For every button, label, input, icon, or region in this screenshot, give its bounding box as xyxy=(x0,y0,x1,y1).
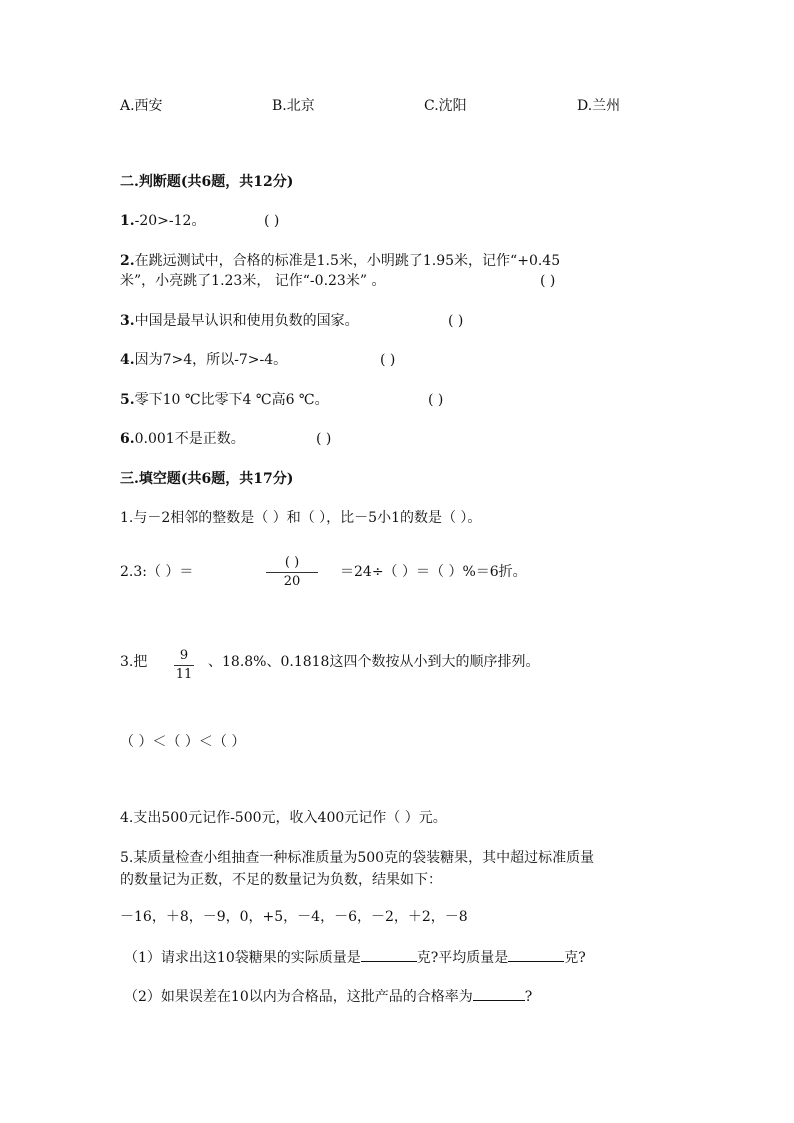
item-number: 2. xyxy=(120,253,135,269)
item-text: 中国是最早认识和使用负数的国家。 xyxy=(134,313,359,329)
option-d: D.兰州 xyxy=(577,98,621,114)
judge-item-2-line1 xyxy=(120,251,560,271)
item-number: 3. xyxy=(120,313,135,329)
item-number: 5. xyxy=(120,392,135,408)
fraction-denominator: 11 xyxy=(175,667,193,682)
item-number: 6. xyxy=(120,431,135,447)
fill-item-3-suffix: 、18.8%、0.1818这四个数按从小到大的顺序排列。 xyxy=(208,654,540,670)
order-blanks: （ ）＜（ ）＜（ ） xyxy=(120,734,246,750)
fraction-numerator: 9 xyxy=(179,648,189,663)
answer-blank xyxy=(508,947,564,962)
answer-paren-2: ( ) xyxy=(540,273,556,289)
answer-blank xyxy=(473,986,525,1001)
fraction-denominator: 20 xyxy=(283,574,301,589)
judge-item-2-line2: 米”，小亮跳了1.23米， 记作“-0.23米” 。 xyxy=(120,273,386,289)
option-a: A.西安 xyxy=(120,98,163,114)
fill-item-3-prefix: 3.把 xyxy=(120,654,148,670)
fraction-blank-over-20 xyxy=(266,555,318,590)
fill-item-1: 1.与－2相邻的整数是（ ）和（ ），比－5小1的数是（ ）。 xyxy=(120,510,482,526)
section2-heading: 二.判断题(共6题，共12分) xyxy=(120,174,294,190)
judge-item-1 xyxy=(120,211,205,231)
section3-heading: 三.填空题(共6题，共17分) xyxy=(120,471,294,487)
fraction-bar xyxy=(174,665,194,666)
judge-item-5 xyxy=(120,390,329,410)
fill-item-5-line2: 的数量记为正数，不足的数量记为负数，结果如下： xyxy=(120,872,442,888)
answer-paren-1: ( ) xyxy=(264,213,280,229)
option-c: C.沈阳 xyxy=(424,98,467,114)
item-text: 因为7>4，所以-7>-4。 xyxy=(134,352,288,368)
item-text: 0.001不是正数。 xyxy=(134,431,245,447)
answer-paren-6: ( ) xyxy=(316,431,332,447)
item-text: -20>-12。 xyxy=(134,213,206,229)
answer-blank xyxy=(361,947,417,962)
item-text: 在跳远测试中，合格的标准是1.5米，小明跳了1.95米，记作“+0.45 xyxy=(134,253,561,269)
fill-item-2-prefix: 2.3:（ ）＝ xyxy=(120,564,194,580)
fill-item-5-line1: 5.某质量检查小组抽查一种标准质量为500克的袋装糖果，其中超过标准质量 xyxy=(120,850,595,866)
judge-item-3 xyxy=(120,311,359,331)
deviation-values: －16，＋8，－9，0，+5，－4，－6，－2，＋2，－8 xyxy=(120,909,468,925)
fraction-9-over-11 xyxy=(174,648,194,683)
fill-item-2-suffix: ＝24÷（ ）＝（ ）%＝6折。 xyxy=(340,564,527,580)
answer-paren-4: ( ) xyxy=(380,352,396,368)
judge-item-4 xyxy=(120,350,287,370)
item-number: 4. xyxy=(120,352,135,368)
answer-paren-3: ( ) xyxy=(448,313,464,329)
fill-item-4: 4.支出500元记作-500元，收入400元记作（ ）元。 xyxy=(120,810,447,826)
sub-question-1: （1）请求出这10袋糖果的实际质量是 克?平均质量是 克? xyxy=(124,947,586,968)
item-text: 零下10 ℃比零下4 ℃高6 ℃。 xyxy=(134,392,329,408)
sub-question-2: （2）如果误差在10以内为合格品，这批产品的合格率为 ? xyxy=(124,986,532,1007)
fraction-numerator: ( ) xyxy=(284,555,300,570)
answer-paren-5: ( ) xyxy=(428,392,444,408)
judge-item-6 xyxy=(120,429,245,449)
option-b: B.北京 xyxy=(272,98,315,114)
item-number: 1. xyxy=(120,213,135,229)
fraction-bar xyxy=(266,572,318,573)
